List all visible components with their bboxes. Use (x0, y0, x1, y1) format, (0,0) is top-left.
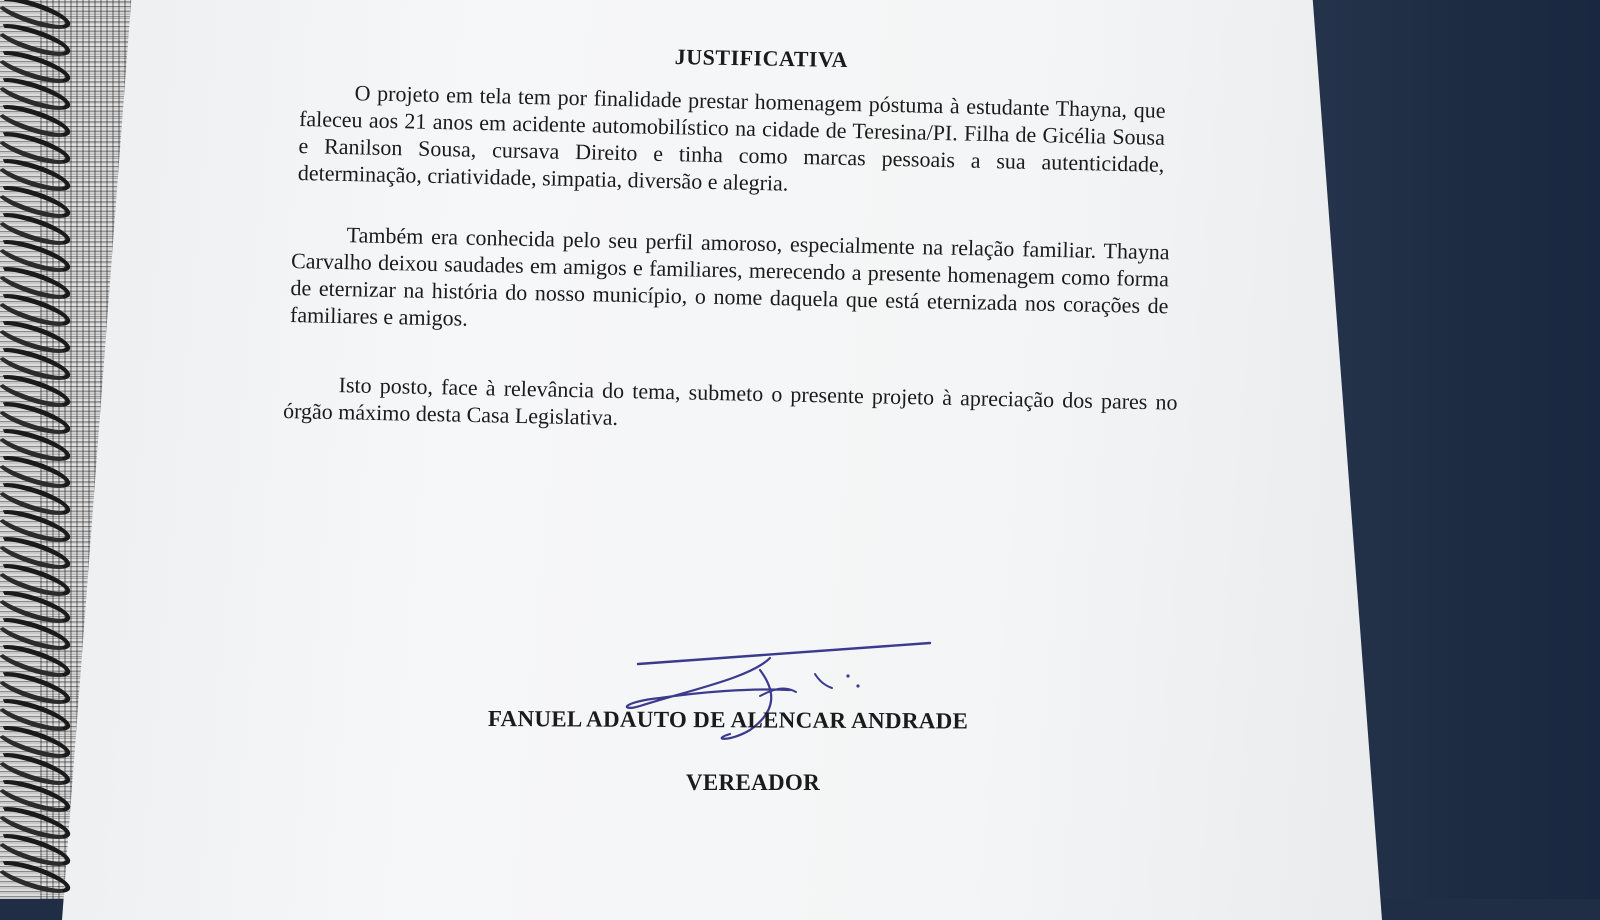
paragraph-1: O projeto em tela tem por finalidade prestar homenagem póstuma à estudante Thayna, que faleceu aos 21 anos em acidente automobilístico na cidade de Teresina/PI. Filha de Gicélia Sousa e Ranilson Sousa, cursava Direito e tinha como marcas pessoais a sua autenticidade, determinação, criatividade, simpatia, diversão e alegria. (297, 80, 1166, 196)
signer-name: FANUEL ADAUTO DE ALENCAR ANDRADE (487, 706, 969, 734)
signer-role: VEREADOR (686, 770, 821, 795)
paragraph-3: Isto posto, face à relevância do tema, submeto o presente projeto à apreciação dos pares no órgão máximo desta Casa Legislativa. (282, 372, 1178, 431)
paragraph-2: Também era conhecida pelo seu perfil amoroso, especialmente na relação familiar. Thayna Carvalho deixou saudades em amigos e familiares, merecendo a presente homenagem como forma de eternizar na história do nosso município, o nome daquela que está eternizada nos corações de familiares e amigos. (289, 222, 1170, 331)
document-title: JUSTIFICATIVA (674, 44, 849, 73)
